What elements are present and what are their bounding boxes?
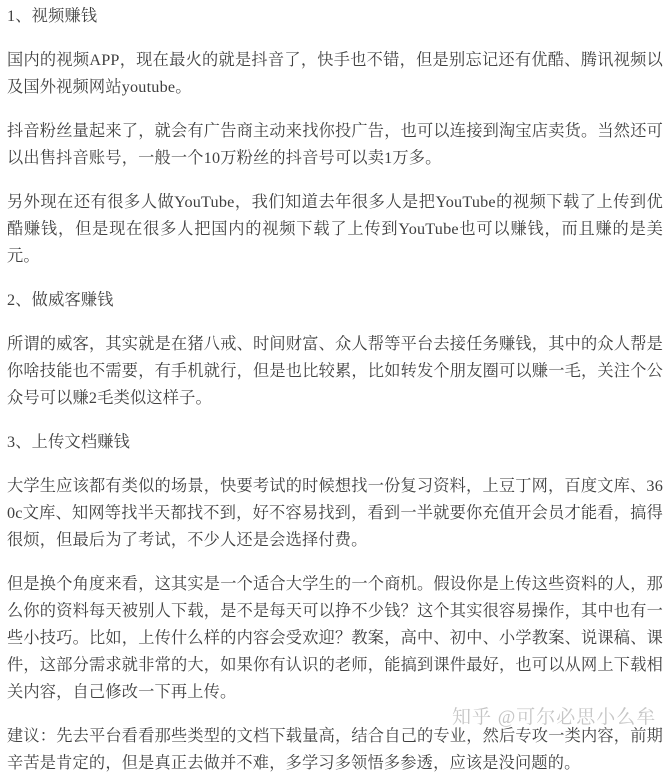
section-heading: 1、视频赚钱 — [7, 7, 98, 25]
section-heading: 3、上传文档赚钱 — [7, 433, 131, 451]
paragraph: 建议：先去平台看看那些类型的文档下载量高，结合自己的专业，然后专攻一类内容，前期辛苦是肯定的，但是真正去做并不难，多学习多领悟多参透，应该是没问题的。 — [7, 727, 663, 772]
section-heading: 2、做威客赚钱 — [7, 291, 114, 309]
paragraph: 抖音粉丝量起来了，就会有广告商主动来找你投广告，也可以连接到淘宝店卖货。当然还可以出售抖音账号，一般一个10万粉丝的抖音号可以卖1万多。 — [7, 122, 663, 167]
article-body — [7, 3, 663, 777]
paragraph: 大学生应该都有类似的场景，快要考试的时候想找一份复习资料，上豆丁网，百度文库、360c文库、知网等找半天都找不到，好不容易找到，看到一半就要你充值开会员才能看，搞得很烦，但最后为了考试，不少人还是会选择付费。 — [7, 477, 663, 549]
paragraph: 国内的视频APP，现在最火的就是抖音了，快手也不错，但是别忘记还有优酷、腾讯视频以及国外视频网站youtube。 — [7, 51, 663, 96]
paragraph: 所谓的威客，其实就是在猪八戒、时间财富、众人帮等平台去接任务赚钱，其中的众人帮是你啥技能也不需要，有手机就行，但是也比较累，比如转发个朋友圈可以赚一毛，关注个公众号可以赚2毛类似这样子。 — [7, 335, 663, 407]
zhihu-watermark: 知乎 @可尔必思小么牟 — [452, 707, 657, 728]
paragraph: 另外现在还有很多人做YouTube，我们知道去年很多人是把YouTube的视频下载了上传到优酷赚钱，但是现在很多人把国内的视频下载了上传到YouTube也可以赚钱，而且赚的是美元。 — [7, 193, 663, 265]
paragraph: 但是换个角度来看，这其实是一个适合大学生的一个商机。假设你是上传这些资料的人，那么你的资料每天被别人下载，是不是每天可以挣不少钱？这个其实很容易操作，其中也有一些小技巧。比如，上传什么样的内容会受欢迎？教案，高中、初中、小学教案、说课稿、课件，这部分需求就非常的大，如果你有认识的老师，能搞到课件最好，也可以从网上下载相关内容，自己修改一下再上传。 — [7, 575, 663, 701]
